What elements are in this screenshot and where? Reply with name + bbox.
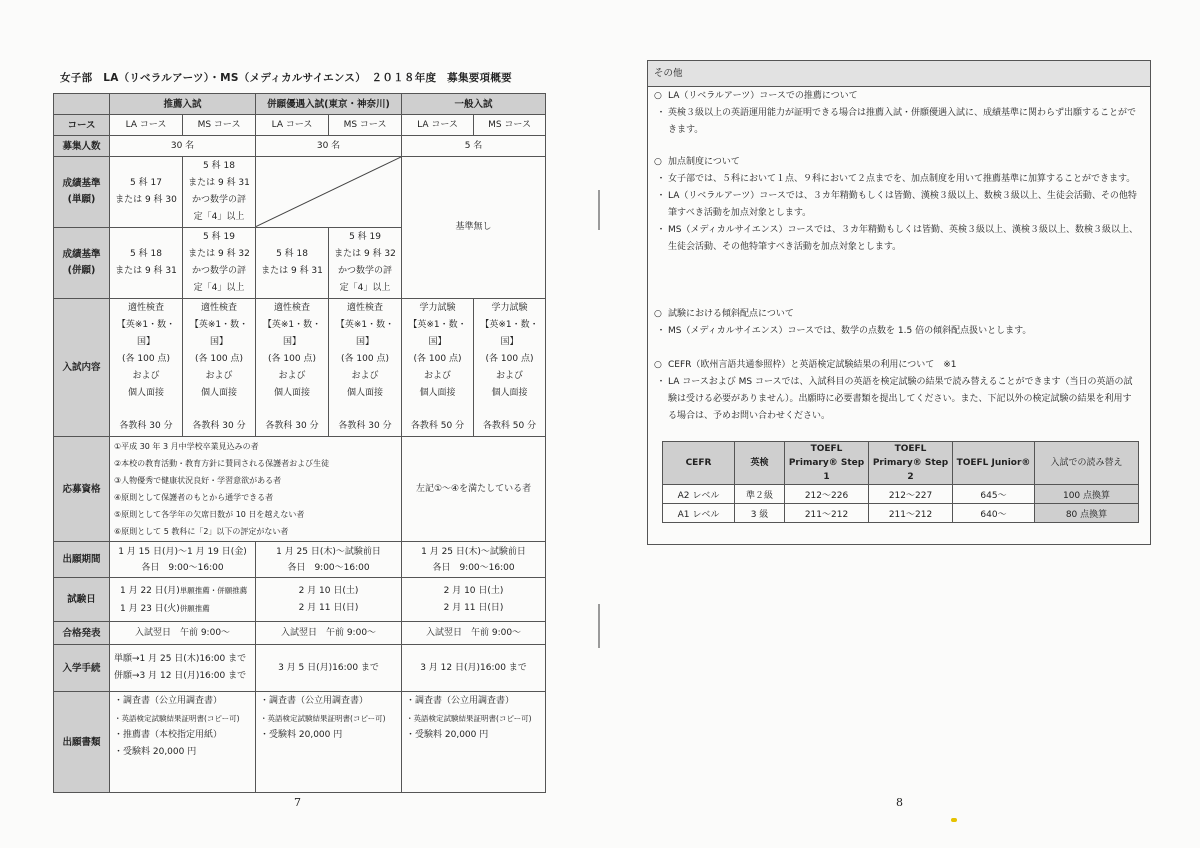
tan-la: 5 科 17 または 9 科 30: [110, 157, 183, 228]
course-ms: MS コース: [183, 115, 256, 136]
section-cefr: [654, 357, 1140, 425]
naiyo-cell: [474, 299, 546, 437]
shorui-item: ・英語検定試験結果証明書(コピー可): [406, 714, 532, 723]
happyo-ippan: 入試翌日 午前 9:00～: [402, 622, 546, 645]
row-shorui: 出願書類: [54, 692, 110, 793]
tetsu-ippan: 3 月 12 日(月)16:00 まで: [402, 645, 546, 692]
scan-mark: [598, 604, 600, 648]
shorui-ippan: [402, 692, 546, 793]
bullet-icon: ・: [656, 108, 666, 118]
shiken-note: 単願推薦・併願推薦: [179, 585, 248, 595]
heigan-na-cell: [256, 157, 402, 228]
cefr-cell: 212～226: [785, 485, 869, 504]
section-la-suisen: [654, 88, 1140, 139]
naiyo-text: 学力試験 【英※1・数・国】 (各 100 点) および 個人面接: [480, 303, 539, 398]
bullet-icon: ・: [656, 191, 666, 201]
other-info-box: [647, 60, 1151, 545]
cefr-cell: 645～: [953, 485, 1035, 504]
kikan-heigan: 1 月 25 日(木)～試験前日 各日 9:00～16:00: [256, 542, 402, 578]
naiyo-time: 各教科 50 分: [482, 421, 537, 431]
cefr-cell: A1 レベル: [663, 504, 735, 523]
shikaku-item: ②本校の教育活動・教育方針に賛同される保護者および生徒: [114, 459, 330, 468]
circle-icon: ○: [654, 157, 662, 167]
page-number-right: 8: [896, 796, 903, 809]
shorui-item: ・受験料 20,000 円: [406, 730, 489, 740]
section-bullet: MS（メディカルサイエンス）コースでは、３カ年精勤もしくは皆勤、英検３級以上、漢検３級以上、数検３級以上、生徒会活動、その他特筆すべき活動を加点対象とします。: [668, 225, 1139, 252]
naiyo-time: 各教科 30 分: [265, 421, 319, 431]
tetsu-heigan: 3 月 5 日(月)16:00 まで: [256, 645, 402, 692]
shikaku-item: ③人物優秀で健康状況良好・学習意欲がある者: [114, 476, 282, 485]
section-title: LA（リベラルアーツ）コースでの推薦について: [668, 91, 858, 101]
diagonal-line: [256, 157, 401, 227]
naiyo-text: 学力試験 【英※1・数・国】 (各 100 点) および 個人面接: [408, 303, 467, 398]
scan-speck: [951, 818, 957, 822]
shikaku-item: ⑥原則として 5 教科に「2」以下の評定がない者: [114, 527, 289, 536]
section-bullet: MS（メディカルサイエンス）コースでは、数学の点数を 1.5 倍の傾斜配点扱いとします。: [668, 326, 1032, 336]
bullet-icon: ・: [656, 377, 666, 387]
naiyo-cell: [183, 299, 256, 437]
cefr-cell: 100 点換算: [1035, 485, 1139, 504]
row-kikan: 出願期間: [54, 542, 110, 578]
course-la: LA コース: [402, 115, 474, 136]
table-row: [663, 504, 1139, 523]
hei-heigan-ms: 5 科 19 または 9 科 32 かつ数学の評 定「4」以上: [329, 228, 402, 299]
cefr-cell: 3 級: [735, 504, 785, 523]
cefr-header: 英検: [735, 442, 785, 485]
cefr-header: TOEFL Primary® Step 2: [869, 442, 953, 485]
course-ms: MS コース: [329, 115, 402, 136]
section-bullet: 女子部では、５科において１点、９科において２点までを、加点制度を用いて推薦基準に加算することができます。: [668, 174, 1136, 184]
naiyo-text: 適性検査 【英※1・数・国】 (各 100 点) および 個人面接: [116, 303, 176, 398]
naiyo-cell: [329, 299, 402, 437]
shiken-suisen: [110, 578, 256, 622]
row-tetsuzuki: 入学手続: [54, 645, 110, 692]
scan-mark: [598, 190, 600, 230]
row-boshu: 募集人数: [54, 136, 110, 157]
shorui-item: ・推薦書（本校指定用紙）: [114, 730, 223, 740]
circle-icon: ○: [654, 91, 662, 101]
row-course: コース: [54, 115, 110, 136]
row-shikenbi: 試験日: [54, 578, 110, 622]
row-kijun-tan: 成績基準 (単願): [54, 157, 110, 228]
row-happyo: 合格発表: [54, 622, 110, 645]
boshu-suisen: 30 名: [110, 136, 256, 157]
happyo-heigan: 入試翌日 午前 9:00～: [256, 622, 402, 645]
circle-icon: ○: [654, 360, 662, 370]
boshu-heigan: 30 名: [256, 136, 402, 157]
shikaku-list: [110, 437, 402, 542]
tan-ms: 5 科 18 または 9 科 31 かつ数学の評 定「4」以上: [183, 157, 256, 228]
section-title: 加点制度について: [668, 157, 740, 167]
section-title: 試験における傾斜配点について: [668, 309, 794, 319]
shiken-date: 1 月 23 日(火): [120, 603, 180, 614]
page-title: 女子部 LA（リベラルアーツ）・MS（メディカルサイエンス） ２０１８年度 募集要項概要: [60, 72, 512, 84]
shorui-item: ・調査書（公立用調査書）: [406, 696, 515, 706]
bullet-icon: ・: [656, 326, 666, 336]
naiyo-text: 適性検査 【英※1・数・国】 (各 100 点) および 個人面接: [189, 303, 249, 398]
section-bullet: LA コースおよび MS コースでは、入試科目の英語を検定試験の結果で読み替えることができます（当日の英語の試験は受ける必要がありません）。出願時に必要書類を提出してください。また、下記以外の検定試験の結果を利用する場合は、予めお問い合わせください。: [668, 377, 1133, 421]
shikaku-item: ④原則として保護者のもとから通学できる者: [114, 493, 274, 502]
table-row: [663, 485, 1139, 504]
course-ms: MS コース: [474, 115, 546, 136]
kikan-suisen: 1 月 15 日(月)～1 月 19 日(金) 各日 9:00～16:00: [110, 542, 256, 578]
cefr-header: CEFR: [663, 442, 735, 485]
shiken-heigan: 2 月 10 日(土) 2 月 11 日(日): [256, 578, 402, 622]
naiyo-cell: [256, 299, 329, 437]
naiyo-text: 適性検査 【英※1・数・国】 (各 100 点) および 個人面接: [262, 303, 322, 398]
shorui-item: ・受験料 20,000 円: [260, 730, 343, 740]
shorui-item: ・受験料 20,000 円: [114, 747, 197, 757]
cefr-header: TOEFL Primary® Step 1: [785, 442, 869, 485]
boshu-ippan: 5 名: [402, 136, 546, 157]
course-la: LA コース: [256, 115, 329, 136]
section-katen: [654, 154, 1140, 256]
hei-suisen-la: 5 科 18 または 9 科 31: [110, 228, 183, 299]
shorui-suisen: [110, 692, 256, 793]
naiyo-time: 各教科 30 分: [192, 421, 246, 431]
cefr-table: [662, 441, 1139, 523]
naiyo-cell: [110, 299, 183, 437]
admission-requirements-table: [53, 93, 546, 793]
cefr-cell: 211～212: [869, 504, 953, 523]
circle-icon: ○: [654, 309, 662, 319]
section-title: CEFR（欧州言語共通参照枠）と英語検定試験結果の利用について ※1: [668, 360, 957, 370]
bullet-icon: ・: [656, 225, 666, 235]
kijun-nashi: 基準無し: [402, 157, 546, 299]
bullet-icon: ・: [656, 174, 666, 184]
other-header: その他: [648, 61, 1150, 87]
col-suisen: 推薦入試: [110, 94, 256, 115]
happyo-suisen: 入試翌日 午前 9:00～: [110, 622, 256, 645]
col-heigan: 併願優遇入試(東京・神奈川): [256, 94, 402, 115]
cefr-cell: A2 レベル: [663, 485, 735, 504]
row-naiyo: 入試内容: [54, 299, 110, 437]
shikaku-item: ①平成 30 年 3 月中学校卒業見込みの者: [114, 442, 259, 451]
section-bullet: 英検３級以上の英語運用能力が証明できる場合は推薦入試・併願優遇入試に、成績基準に関わらず出願することができます。: [668, 108, 1137, 135]
cefr-header: TOEFL Junior®: [953, 442, 1035, 485]
course-la: LA コース: [110, 115, 183, 136]
shorui-heigan: [256, 692, 402, 793]
naiyo-time: 各教科 30 分: [338, 421, 392, 431]
shiken-note: 併願推薦: [179, 603, 210, 613]
shorui-item: ・調査書（公立用調査書）: [114, 696, 223, 706]
shorui-item: ・調査書（公立用調査書）: [260, 696, 369, 706]
shorui-item: ・英語検定試験結果証明書(コピー可): [114, 714, 240, 723]
section-bullet: LA（リベラルアーツ）コースでは、３カ年精勤もしくは皆勤、漢検３級以上、数検３級以上、生徒会活動、その他特筆すべき活動を加点対象とします。: [668, 191, 1137, 218]
kikan-ippan: 1 月 25 日(木)～試験前日 各日 9:00～16:00: [402, 542, 546, 578]
row-shikaku: 応募資格: [54, 437, 110, 542]
row-kijun-hei: 成績基準 (併願): [54, 228, 110, 299]
hei-heigan-la: 5 科 18 または 9 科 31: [256, 228, 329, 299]
naiyo-text: 適性検査 【英※1・数・国】 (各 100 点) および 個人面接: [335, 303, 395, 398]
corner-cell: [54, 94, 110, 115]
cefr-cell: 211～212: [785, 504, 869, 523]
cefr-header: 入試での読み替え: [1035, 442, 1139, 485]
shorui-item: ・英語検定試験結果証明書(コピー可): [260, 714, 386, 723]
page-number-left: 7: [294, 796, 301, 809]
cefr-cell: 640～: [953, 504, 1035, 523]
section-keisha: [654, 306, 1140, 340]
hei-suisen-ms: 5 科 19 または 9 科 32 かつ数学の評 定「4」以上: [183, 228, 256, 299]
shikaku-ippan: 左記①～④を満たしている者: [402, 437, 546, 542]
cefr-cell: 80 点換算: [1035, 504, 1139, 523]
cefr-cell: 準２級: [735, 485, 785, 504]
col-ippan: 一般入試: [402, 94, 546, 115]
naiyo-time: 各教科 30 分: [119, 421, 173, 431]
naiyo-cell: [402, 299, 474, 437]
cefr-cell: 212～227: [869, 485, 953, 504]
shiken-date: 1 月 22 日(月): [120, 585, 180, 596]
shikaku-item: ⑤原則として各学年の欠席日数が 10 日を越えない者: [114, 510, 305, 519]
naiyo-time: 各教科 50 分: [410, 421, 465, 431]
tetsu-suisen: 単願→1 月 25 日(木)16:00 まで 併願→3 月 12 日(月)16:00 まで: [110, 645, 256, 692]
shiken-ippan: 2 月 10 日(土) 2 月 11 日(日): [402, 578, 546, 622]
